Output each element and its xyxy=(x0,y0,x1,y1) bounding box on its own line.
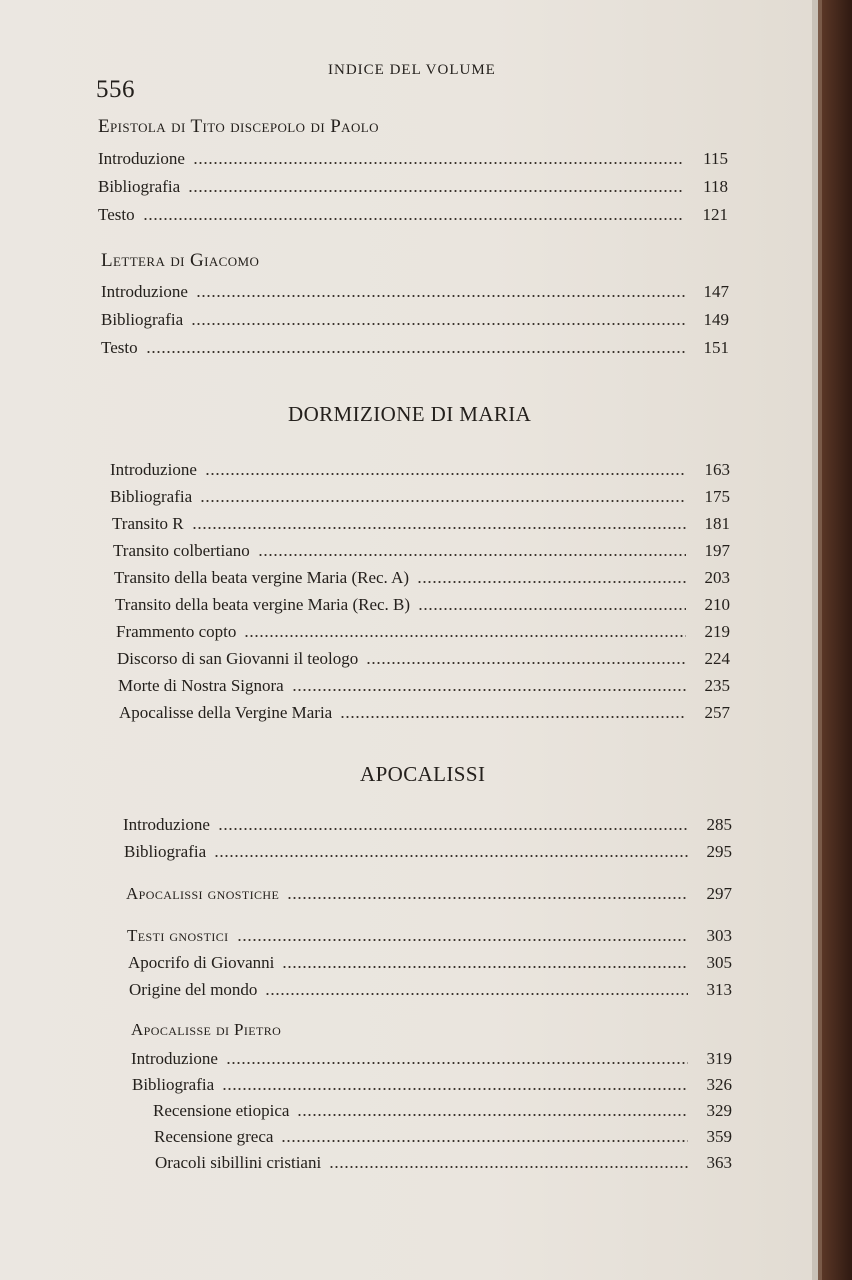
dot-leader xyxy=(200,499,686,503)
entry-page: 285 xyxy=(706,815,732,834)
toc-entry-gnostiche[interactable] xyxy=(126,882,732,906)
entry-page: 313 xyxy=(706,980,732,999)
entry-page: 149 xyxy=(703,310,729,329)
entry-title: Testo xyxy=(98,205,135,224)
toc-sub-entry[interactable] xyxy=(154,1125,732,1149)
dot-leader xyxy=(226,1061,688,1065)
entry-title: Introduzione xyxy=(101,282,188,301)
entry-page: 235 xyxy=(704,676,730,695)
entry-page: 224 xyxy=(704,649,730,668)
toc-entry[interactable] xyxy=(98,147,728,171)
entry-page: 319 xyxy=(706,1049,732,1068)
toc-entry[interactable] xyxy=(110,485,730,509)
entry-title: Bibliografia xyxy=(101,310,184,329)
entry-title: Bibliografia xyxy=(98,177,181,196)
entry-title: Introduzione xyxy=(110,460,197,479)
toc-sub-entry[interactable] xyxy=(155,1151,732,1175)
dot-leader xyxy=(196,294,685,298)
entry-page: 219 xyxy=(704,622,730,641)
dot-leader xyxy=(329,1165,688,1169)
entry-title: Introduzione xyxy=(123,815,210,834)
entry-page: 115 xyxy=(703,149,728,168)
entry-title: Transito R xyxy=(112,514,184,533)
toc-entry[interactable] xyxy=(115,593,730,617)
dot-leader xyxy=(282,965,688,969)
entry-page: 257 xyxy=(704,703,730,722)
entry-title: Morte di Nostra Signora xyxy=(118,676,284,695)
toc-entry[interactable] xyxy=(116,620,730,644)
dot-leader xyxy=(188,189,684,193)
entry-title: Transito della beata vergine Maria (Rec. B) xyxy=(115,595,411,614)
toc-entry[interactable] xyxy=(101,336,729,360)
entry-title: Recensione greca xyxy=(154,1127,274,1146)
toc-entry[interactable] xyxy=(114,566,730,590)
entry-title: Origine del mondo xyxy=(129,980,258,999)
dot-leader xyxy=(244,634,686,638)
section-heading-tito: Epistola di Tito discepolo di Paolo xyxy=(98,116,379,137)
toc-entry[interactable] xyxy=(132,1073,732,1097)
entry-page: 295 xyxy=(706,842,732,861)
entry-title: Bibliografia xyxy=(132,1075,215,1094)
entry-page: 121 xyxy=(702,205,728,224)
toc-entry[interactable] xyxy=(119,701,730,725)
dot-leader xyxy=(366,661,686,665)
entry-page: 303 xyxy=(706,926,732,945)
toc-entry[interactable] xyxy=(131,1047,732,1071)
entry-title: Discorso di san Giovanni il teologo xyxy=(117,649,359,668)
dot-leader xyxy=(222,1087,688,1091)
entry-page: 118 xyxy=(703,177,728,196)
entry-title: Introduzione xyxy=(131,1049,218,1068)
entry-page: 305 xyxy=(706,953,732,972)
dot-leader xyxy=(191,322,685,326)
toc-entry[interactable] xyxy=(101,308,729,332)
entry-title: Testo xyxy=(101,338,138,357)
entry-title: Oracoli sibillini cristiani xyxy=(155,1153,322,1172)
dot-leader xyxy=(258,553,686,557)
toc-entry[interactable] xyxy=(98,175,728,199)
dot-leader xyxy=(237,938,688,942)
dot-leader xyxy=(192,526,686,530)
toc-entry[interactable] xyxy=(112,512,730,536)
dot-leader xyxy=(417,580,686,584)
section-title-apocalissi: APOCALISSI xyxy=(360,762,486,786)
dot-leader xyxy=(193,161,684,165)
entry-title: Bibliografia xyxy=(110,487,193,506)
toc-entry[interactable] xyxy=(110,458,730,482)
section-heading-giacomo: Lettera di Giacomo xyxy=(101,250,260,271)
entry-page: 151 xyxy=(703,338,729,357)
entry-page: 197 xyxy=(704,541,730,560)
entry-page: 329 xyxy=(706,1101,732,1120)
entry-page: 359 xyxy=(706,1127,732,1146)
entry-title: Apocalisse della Vergine Maria xyxy=(119,703,333,722)
entry-title: Recensione etiopica xyxy=(153,1101,290,1120)
entry-title: Introduzione xyxy=(98,149,185,168)
book-cover-edge xyxy=(822,0,852,1280)
entry-title: Apocrifo di Giovanni xyxy=(128,953,275,972)
dot-leader xyxy=(214,854,688,858)
entry-page: 163 xyxy=(704,460,730,479)
entry-title: Bibliografia xyxy=(124,842,207,861)
dot-leader xyxy=(297,1113,688,1117)
dot-leader xyxy=(265,992,688,996)
dot-leader xyxy=(287,896,688,900)
section-heading-pietro: Apocalisse di Pietro xyxy=(131,1020,282,1039)
toc-entry[interactable] xyxy=(128,951,732,975)
dot-leader xyxy=(143,217,684,221)
entry-title: Apocalissi gnostiche xyxy=(126,884,280,903)
entry-page: 203 xyxy=(704,568,730,587)
entry-page: 297 xyxy=(706,884,732,903)
dot-leader xyxy=(205,472,686,476)
entry-title: Testi gnostici xyxy=(127,926,229,945)
toc-entry[interactable] xyxy=(124,840,732,864)
toc-entry[interactable] xyxy=(101,280,729,304)
entry-page: 326 xyxy=(706,1075,732,1094)
toc-entry[interactable] xyxy=(98,203,728,227)
dot-leader xyxy=(281,1139,688,1143)
toc-entry-testi-gnostici[interactable] xyxy=(127,924,732,948)
toc-entry[interactable] xyxy=(123,813,732,837)
entry-title: Transito colbertiano xyxy=(113,541,250,560)
dot-leader xyxy=(340,715,686,719)
toc-entry[interactable] xyxy=(118,674,730,698)
dot-leader xyxy=(292,688,686,692)
entry-page: 175 xyxy=(704,487,730,506)
dot-leader xyxy=(218,827,688,831)
entry-page: 181 xyxy=(704,514,730,533)
entry-page: 147 xyxy=(703,282,729,301)
section-title-dormizione: DORMIZIONE DI MARIA xyxy=(288,402,532,426)
dot-leader xyxy=(146,350,685,354)
dot-leader xyxy=(418,607,686,611)
entry-page: 210 xyxy=(704,595,730,614)
toc-entry[interactable] xyxy=(113,539,730,563)
entry-page: 363 xyxy=(706,1153,732,1172)
entry-title: Frammento copto xyxy=(116,622,237,641)
toc-entry[interactable] xyxy=(117,647,730,671)
toc-entry[interactable] xyxy=(129,978,732,1002)
page-number: 556 xyxy=(96,76,135,103)
toc-sub-entry[interactable] xyxy=(153,1099,732,1123)
entry-title: Transito della beata vergine Maria (Rec. A) xyxy=(114,568,410,587)
running-head: INDICE DEL VOLUME xyxy=(328,62,496,78)
